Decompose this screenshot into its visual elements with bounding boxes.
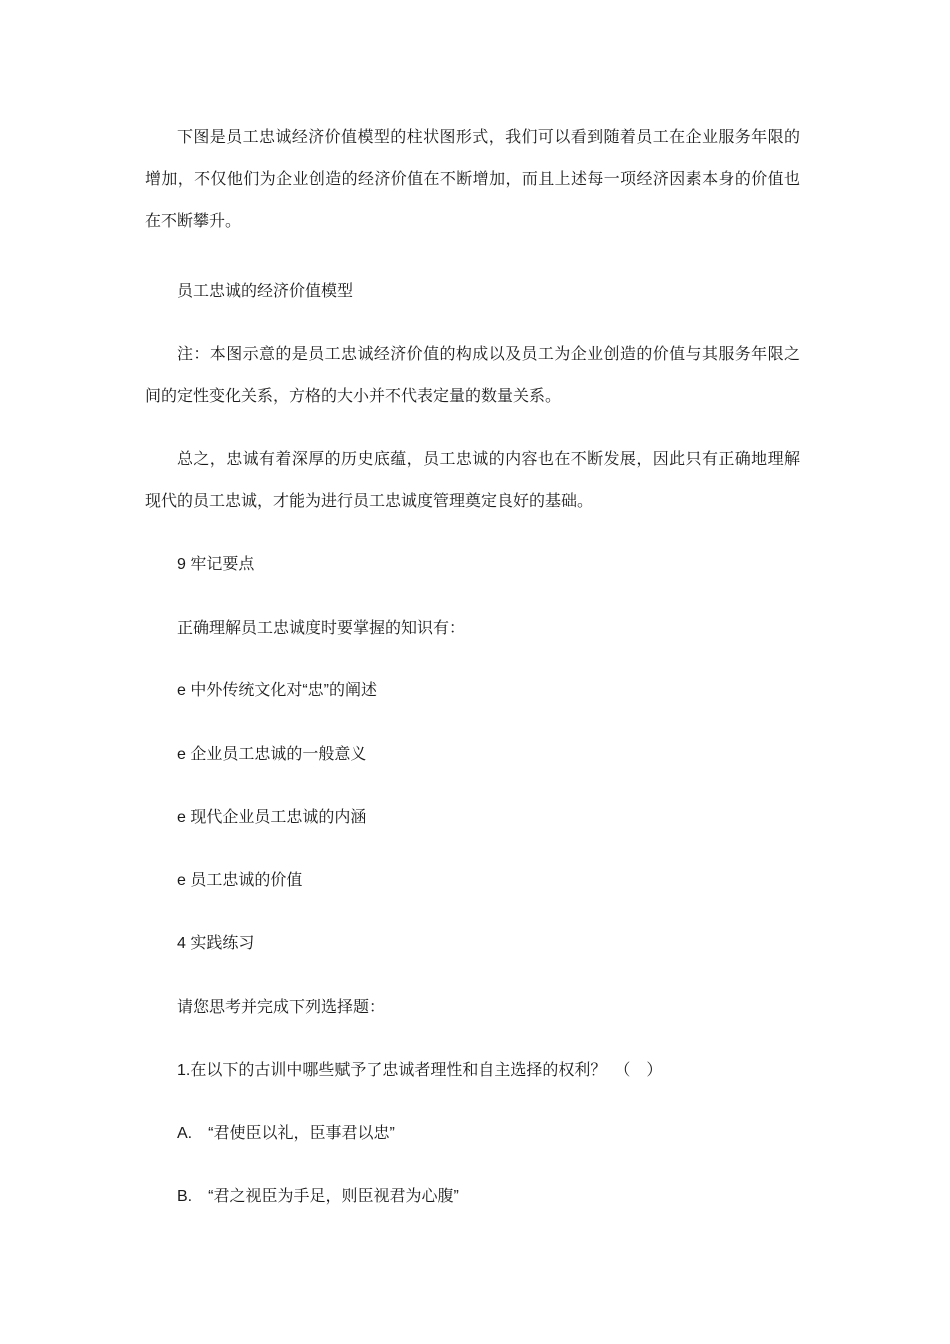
- intro-paragraph: 下图是员工忠诚经济价值模型的柱状图形式，我们可以看到随着员工在企业服务年限的增加，不仅他们为企业创造的经济价值在不断增加，而且上述每一项经济因素本身的价值也在不断攀升。: [145, 127, 800, 230]
- figure-title: 员工忠诚的经济价值模型: [177, 281, 354, 300]
- key-point-item: e 企业员工忠诚的一般意义: [177, 746, 367, 763]
- figure-note: 注：本图示意的是员工忠诚经济价值的构成以及员工为企业创造的价值与其服务年限之间的定性变化关系，方格的大小并不代表定量的数量关系。: [145, 344, 800, 405]
- key-point-item: e 现代企业员工忠诚的内涵: [177, 809, 367, 826]
- key-point-item: e 员工忠诚的价值: [177, 872, 303, 889]
- practice-heading: 4 实践练习: [177, 935, 255, 952]
- key-point-item: e 中外传统文化对“忠”的阐述: [177, 682, 378, 699]
- answer-option-b: B. “君之视臣为手足，则臣视君为心腹”: [177, 1188, 459, 1205]
- key-points-intro: 正确理解员工忠诚度时要掌握的知识有：: [177, 618, 466, 637]
- answer-option-a: A. “君使臣以礼，臣事君以忠”: [177, 1125, 395, 1142]
- summary-paragraph: 总之，忠诚有着深厚的历史底蕴，员工忠诚的内容也在不断发展，因此只有正确地理解现代的员工忠诚，才能为进行员工忠诚度管理奠定良好的基础。: [145, 449, 800, 510]
- practice-intro: 请您思考并完成下列选择题：: [177, 997, 386, 1016]
- key-points-heading: 9 牢记要点: [177, 556, 255, 573]
- question-text: 1.在以下的古训中哪些赋予了忠诚者理性和自主选择的权利？ （ ）: [177, 1062, 663, 1079]
